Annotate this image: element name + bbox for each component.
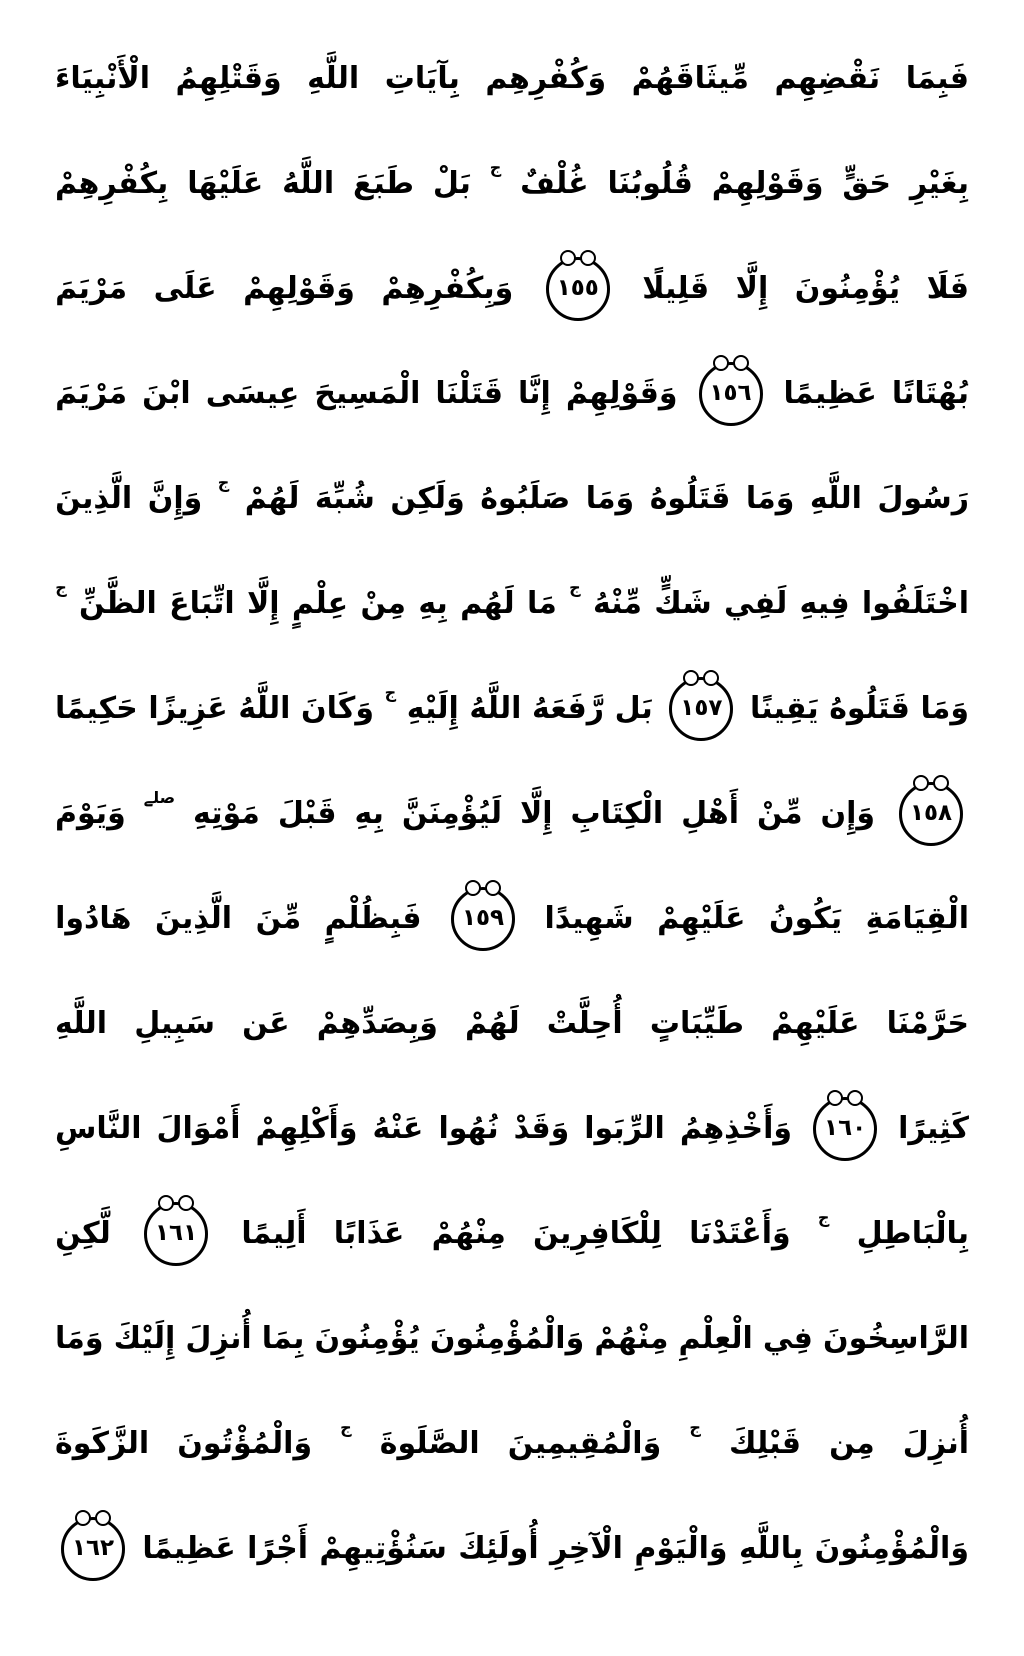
arabic-word: فِي <box>762 1321 813 1356</box>
arabic-word: سَبِيلِ <box>134 1006 215 1041</box>
arabic-word: عَظِيمًا <box>142 1531 236 1566</box>
arabic-word: يَكُونُ <box>768 901 843 936</box>
arabic-word: فِيهِ <box>799 586 850 621</box>
arabic-word: بِمَا <box>261 1321 305 1356</box>
ayah-number: ١٥٧ <box>680 695 723 721</box>
arabic-word: حَقٍّ <box>842 166 892 201</box>
pause-mark: ج <box>340 1418 352 1437</box>
arabic-word: سَنُؤْتِيهِمْ <box>319 1531 447 1566</box>
arabic-word: نَقْضِهِم <box>774 61 881 96</box>
arabic-word: وَمَا <box>585 481 635 516</box>
arabic-word: إِلَيْهِ <box>406 691 459 726</box>
arabic-word: إِلَّا <box>735 271 769 306</box>
arabic-word: لَهُم <box>460 586 515 621</box>
arabic-word: مَا <box>526 586 557 621</box>
arabic-word: كَثِيرًا <box>898 1111 969 1146</box>
quran-line <box>55 656 969 761</box>
arabic-word: وَأَخْذِهِمُ <box>679 1111 793 1146</box>
arabic-word: الْعِلْمِ <box>678 1321 753 1356</box>
arabic-word: الزَّكَوةَ <box>55 1426 150 1461</box>
arabic-word: لِلْكَافِرِينَ <box>533 1216 662 1251</box>
ayah-end-marker <box>61 1517 125 1581</box>
arabic-word: حَكِيمًا <box>55 691 138 726</box>
arabic-word: وَإِنَّ <box>147 481 203 516</box>
arabic-word: اللَّهِ <box>307 61 360 96</box>
arabic-word: وَلَكِن <box>390 481 465 516</box>
arabic-word: شُبِّهَ <box>314 481 375 516</box>
arabic-word: اللَّهِ <box>55 1006 108 1041</box>
arabic-word: الرَّاسِخُونَ <box>822 1321 969 1356</box>
pause-mark: ج <box>489 158 502 177</box>
arabic-word: الْقِيَامَةِ <box>865 901 969 936</box>
arabic-word: مِّنْهُ <box>592 586 642 621</box>
arabic-word: طَيِّبَاتٍ <box>649 1006 745 1041</box>
arabic-word: بِكُفْرِهِمْ <box>55 166 169 201</box>
arabic-word: نُهُوا <box>438 1111 499 1146</box>
arabic-word: أُنزِلَ <box>185 1321 252 1356</box>
arabic-word: قَلِيلًا <box>642 271 710 306</box>
ayah-number: ١٥٥ <box>556 275 599 301</box>
arabic-word: فَبِظُلْمٍ <box>324 901 422 936</box>
arabic-word: إِلَيْكَ <box>113 1321 176 1356</box>
arabic-word: وَإِن <box>820 796 876 831</box>
arabic-word: إِلَّا <box>246 586 280 621</box>
arabic-word: لَيُؤْمِنَنَّ <box>401 796 502 831</box>
ayah-end-marker <box>546 257 610 321</box>
arabic-word: عَلَيْهَا <box>187 166 264 201</box>
arabic-word: عَن <box>242 1006 290 1041</box>
pause-mark: صلے <box>143 788 176 807</box>
pause-mark: ج <box>217 473 230 492</box>
arabic-word: أَلِيمًا <box>241 1216 307 1251</box>
arabic-word: عِلْمٍ <box>291 586 349 621</box>
ayah-number: ١٥٦ <box>709 380 752 406</box>
arabic-word: عَزِيزًا <box>148 691 228 726</box>
pause-mark: ج <box>55 578 67 597</box>
ayah-end-marker <box>451 887 515 951</box>
quran-line <box>55 971 969 1076</box>
arabic-word: مَرْيَمَ <box>55 271 128 306</box>
arabic-word: طَبَعَ <box>352 166 414 201</box>
arabic-word: الْآخِرِ <box>550 1531 623 1566</box>
arabic-word: مِّنْ <box>756 796 803 831</box>
arabic-word: أُنزِلَ <box>902 1426 969 1461</box>
arabic-word: فَلَا <box>926 271 969 306</box>
quran-text-block <box>55 26 969 1601</box>
arabic-word: النَّاسِ <box>55 1111 142 1146</box>
arabic-word: بِآيَاتِ <box>384 61 460 96</box>
arabic-word: يُؤْمِنُونَ <box>794 271 901 306</box>
arabic-word: مِن <box>829 1426 875 1461</box>
arabic-word: الْأَنْبِيَاءَ <box>55 61 151 96</box>
arabic-word: وَبِكُفْرِهِمْ <box>381 271 514 306</box>
arabic-word: لَهُمْ <box>465 1006 520 1041</box>
arabic-word: مِنْهُمْ <box>431 1216 506 1251</box>
arabic-word: مَوْتِهِ <box>193 796 260 831</box>
arabic-word: مِّيثَاقَهُمْ <box>631 61 749 96</box>
arabic-word: بِهِ <box>418 586 448 621</box>
arabic-word: لَفِي <box>724 586 788 621</box>
arabic-word: عِيسَى <box>205 376 300 411</box>
arabic-word: وَالْمُقِيمِينَ <box>507 1426 662 1461</box>
arabic-word: اللَّهُ <box>238 691 291 726</box>
ayah-number: ١٥٩ <box>461 905 505 931</box>
arabic-word: وَقَوْلِهِمْ <box>565 376 678 411</box>
ayah-number: ١٦١ <box>155 1220 198 1246</box>
pause-mark: ج <box>817 1208 830 1227</box>
arabic-word: اخْتَلَفُوا <box>861 586 969 621</box>
arabic-word: مِنْهُمْ <box>594 1321 669 1356</box>
arabic-word: أَهْلِ <box>681 796 740 831</box>
quran-line <box>55 866 969 971</box>
arabic-word: وَأَعْتَدْنَا <box>689 1216 791 1251</box>
arabic-word: فَبِمَا <box>905 61 969 96</box>
ayah-end-marker <box>144 1202 208 1266</box>
arabic-word: وَمَا <box>745 481 795 516</box>
arabic-word: بَل <box>614 691 653 726</box>
arabic-word: عَلَيْهِمْ <box>657 901 746 936</box>
arabic-word: أَمْوَالَ <box>156 1111 241 1146</box>
arabic-word: وَمَا <box>55 1321 104 1356</box>
arabic-word: قُلُوبُنَا <box>607 166 693 201</box>
arabic-word: رَّفَعَهُ <box>532 691 605 726</box>
arabic-word: بِغَيْرِ <box>909 166 969 201</box>
arabic-word: حَرَّمْنَا <box>886 1006 969 1041</box>
arabic-word: قَتَلُوهُ <box>649 481 731 516</box>
arabic-word: شَهِيدًا <box>544 901 634 936</box>
arabic-word: الرِّبَوا <box>584 1111 665 1146</box>
arabic-word: وَالْمُؤْمِنُونَ <box>429 1321 585 1356</box>
quran-line <box>55 236 969 341</box>
arabic-word: الصَّلَوةَ <box>379 1426 480 1461</box>
arabic-word: يُؤْمِنُونَ <box>314 1321 420 1356</box>
ayah-end-marker <box>813 1097 877 1161</box>
arabic-word: اللَّهُ <box>282 166 335 201</box>
quran-line <box>55 131 969 236</box>
ayah-number: ١٥٨ <box>909 800 953 826</box>
arabic-word: عَنْهُ <box>372 1111 424 1146</box>
arabic-word: إِلَّا <box>519 796 553 831</box>
quran-line <box>55 1496 969 1601</box>
arabic-word: الظَّنِّ <box>79 586 157 621</box>
arabic-word: عَظِيمًا <box>783 376 877 411</box>
arabic-word: وَالْمُؤْمِنُونَ <box>814 1531 969 1566</box>
quran-line <box>55 446 969 551</box>
arabic-word: قَتَلُوهُ <box>829 691 910 726</box>
arabic-word: الْكِتَابِ <box>570 796 664 831</box>
arabic-word: شَكٍّ <box>654 586 712 621</box>
arabic-word: صَلَبُوهُ <box>480 481 571 516</box>
quran-line <box>55 26 969 131</box>
arabic-word: أُحِلَّتْ <box>546 1006 623 1041</box>
arabic-word: بَلْ <box>432 166 471 201</box>
arabic-word: بِالْبَاطِلِ <box>856 1216 969 1251</box>
pause-mark: ج <box>569 578 581 597</box>
ayah-number: ١٦٠ <box>824 1115 867 1141</box>
arabic-word: مِّنَ <box>255 901 302 936</box>
arabic-word: وَمَا <box>920 691 969 726</box>
arabic-word: عَلَيْهِمْ <box>771 1006 860 1041</box>
arabic-word: بِهِ <box>354 796 384 831</box>
arabic-word: قَبْلَ <box>277 796 337 831</box>
arabic-word: وَالْمُؤْتُونَ <box>177 1426 313 1461</box>
arabic-word: قَتَلْنَا <box>435 376 504 411</box>
arabic-word: وَقَوْلِهِمْ <box>711 166 824 201</box>
arabic-word: اتِّبَاعَ <box>169 586 235 621</box>
arabic-word: بُهْتَانًا <box>891 376 969 411</box>
pause-mark: ج <box>689 1418 701 1437</box>
arabic-word: وَيَوْمَ <box>55 796 126 831</box>
quran-line <box>55 551 969 656</box>
arabic-word: هَادُوا <box>55 901 132 936</box>
arabic-word: مَرْيَمَ <box>55 376 128 411</box>
arabic-word: وَالْيَوْمِ <box>634 1531 728 1566</box>
quran-line <box>55 1391 969 1496</box>
ayah-end-marker <box>899 782 963 846</box>
arabic-word: اللَّهِ <box>809 481 862 516</box>
arabic-word: يَقِينًا <box>749 691 819 726</box>
arabic-word: وَكُفْرِهِم <box>485 61 607 96</box>
arabic-word: أُولَئِكَ <box>458 1531 539 1566</box>
arabic-word: اللَّهُ <box>469 691 522 726</box>
arabic-word: أَجْرًا <box>247 1531 309 1566</box>
arabic-word: الَّذِينَ <box>154 901 233 936</box>
arabic-word: عَلَى <box>153 271 217 306</box>
arabic-word: وَقَوْلِهِمْ <box>243 271 355 306</box>
quran-line <box>55 1076 969 1181</box>
arabic-word: لَّكِنِ <box>55 1216 111 1251</box>
arabic-word: قَبْلِكَ <box>728 1426 802 1461</box>
arabic-word: وَأَكْلِهِمْ <box>255 1111 358 1146</box>
arabic-word: بِاللَّهِ <box>739 1531 804 1566</box>
arabic-word: وَكَانَ <box>301 691 374 726</box>
arabic-word: عَذَابًا <box>333 1216 405 1251</box>
quran-line <box>55 1286 969 1391</box>
arabic-word: ابْنَ <box>142 376 191 411</box>
ayah-number: ١٦٢ <box>71 1535 115 1561</box>
ayah-end-marker <box>699 362 763 426</box>
ayah-end-marker <box>669 677 733 741</box>
arabic-word: وَبِصَدِّهِمْ <box>316 1006 438 1041</box>
arabic-word: الْمَسِيحَ <box>314 376 421 411</box>
arabic-word: وَقَدْ <box>513 1111 570 1146</box>
arabic-word: الَّذِينَ <box>55 481 133 516</box>
quran-line <box>55 761 969 866</box>
pause-mark: ج <box>384 683 397 702</box>
arabic-word: لَهُمْ <box>244 481 300 516</box>
quran-line <box>55 1181 969 1286</box>
quran-line <box>55 341 969 446</box>
arabic-word: غُلْفٌ <box>520 166 589 201</box>
arabic-word: رَسُولَ <box>877 481 969 516</box>
arabic-word: وَقَتْلِهِمُ <box>175 61 282 96</box>
arabic-word: إِنَّا <box>518 376 551 411</box>
arabic-word: مِنْ <box>360 586 407 621</box>
